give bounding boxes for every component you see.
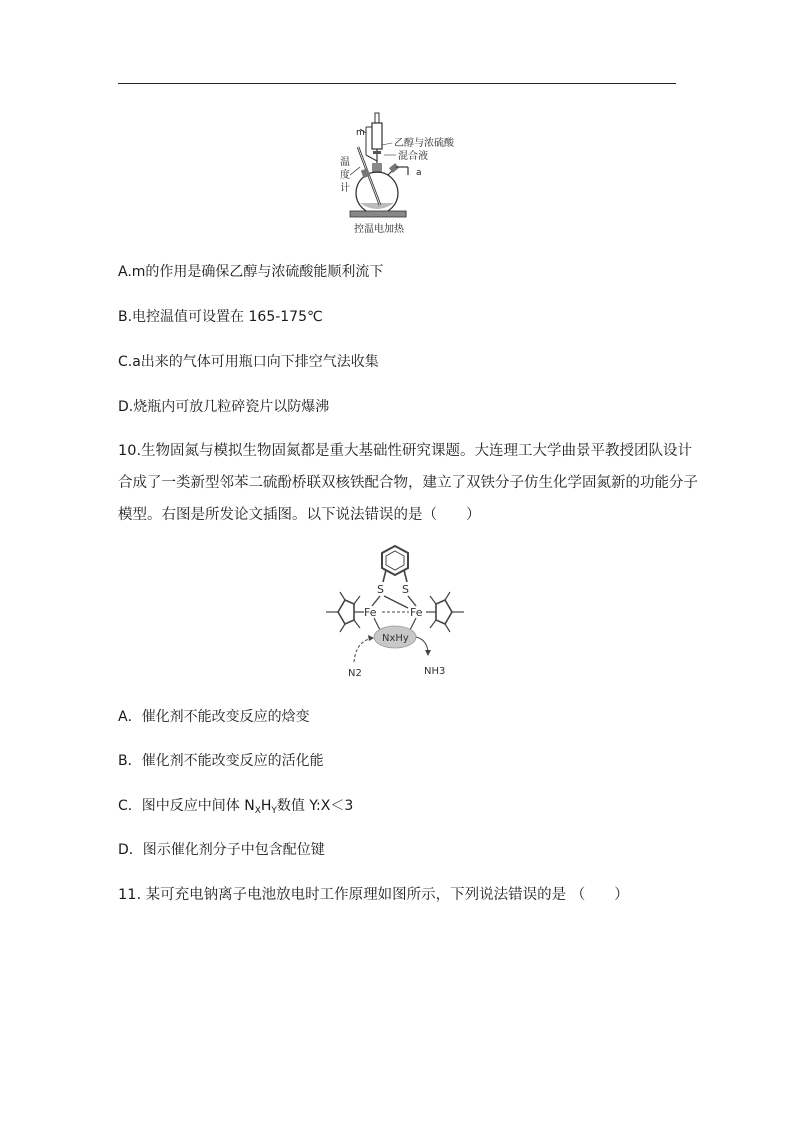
apparatus-figure (336, 105, 466, 237)
n2-label: N2 (348, 668, 362, 679)
q10-option-c: C．图中反应中间体 $N_XH_Y$数值 Y:X＜3 (118, 798, 354, 816)
diiron-complex-figure (320, 540, 470, 682)
label-thermo-1: 温 (340, 157, 350, 168)
label-mixture-2: 混合液 (398, 151, 428, 162)
q9-option-d: D.烧瓶内可放几粒碎瓷片以防爆沸 (118, 399, 330, 415)
sulfur-left: S (377, 583, 384, 596)
q10-option-a: A．催化剂不能改变反应的焓变 (118, 709, 310, 725)
q10-option-d: D．图示催化剂分子中包含配位键 (118, 842, 325, 858)
q9-option-b: B.电控温值可设置在 165-175℃ (118, 309, 323, 325)
q10-line-3: 模型。右图是所发论文插图。以下说法错误的是（ ） (118, 507, 481, 523)
q10-line-2: 合成了一类新型邻苯二硫酚桥联双核铁配合物，建立了双铁分子仿生化学固氮新的功能分子 (118, 475, 698, 491)
q10-option-b: B．催化剂不能改变反应的活化能 (118, 753, 324, 769)
label-mixture-1: 乙醇与浓硫酸 (394, 138, 454, 149)
label-m: m (356, 128, 365, 138)
label-thermo-3: 计 (340, 183, 350, 194)
figure1-caption: 控温电加热 (354, 224, 404, 235)
q10-line-1: 10.生物固氮与模拟生物固氮都是重大基础性研究课题。大连理工大学曲景平教授团队设计 (118, 443, 693, 459)
label-a: a (416, 168, 422, 178)
iron-right: Fe (410, 606, 423, 619)
q9-option-c: C.a出来的气体可用瓶口向下排空气法收集 (118, 354, 379, 370)
iron-left: Fe (364, 606, 377, 619)
q11-line-1: 11. 某可充电钠离子电池放电时工作原理如图所示，下列说法错误的是 （ ） (118, 887, 629, 903)
label-thermo-2: 度 (340, 170, 350, 181)
sulfur-right: S (402, 583, 409, 596)
nh3-label: NH3 (424, 666, 446, 677)
header-rule (118, 83, 676, 84)
q9-option-a: A.m的作用是确保乙醇与浓硫酸能顺利流下 (118, 264, 384, 280)
nxhy-label: NxHy (382, 633, 409, 644)
